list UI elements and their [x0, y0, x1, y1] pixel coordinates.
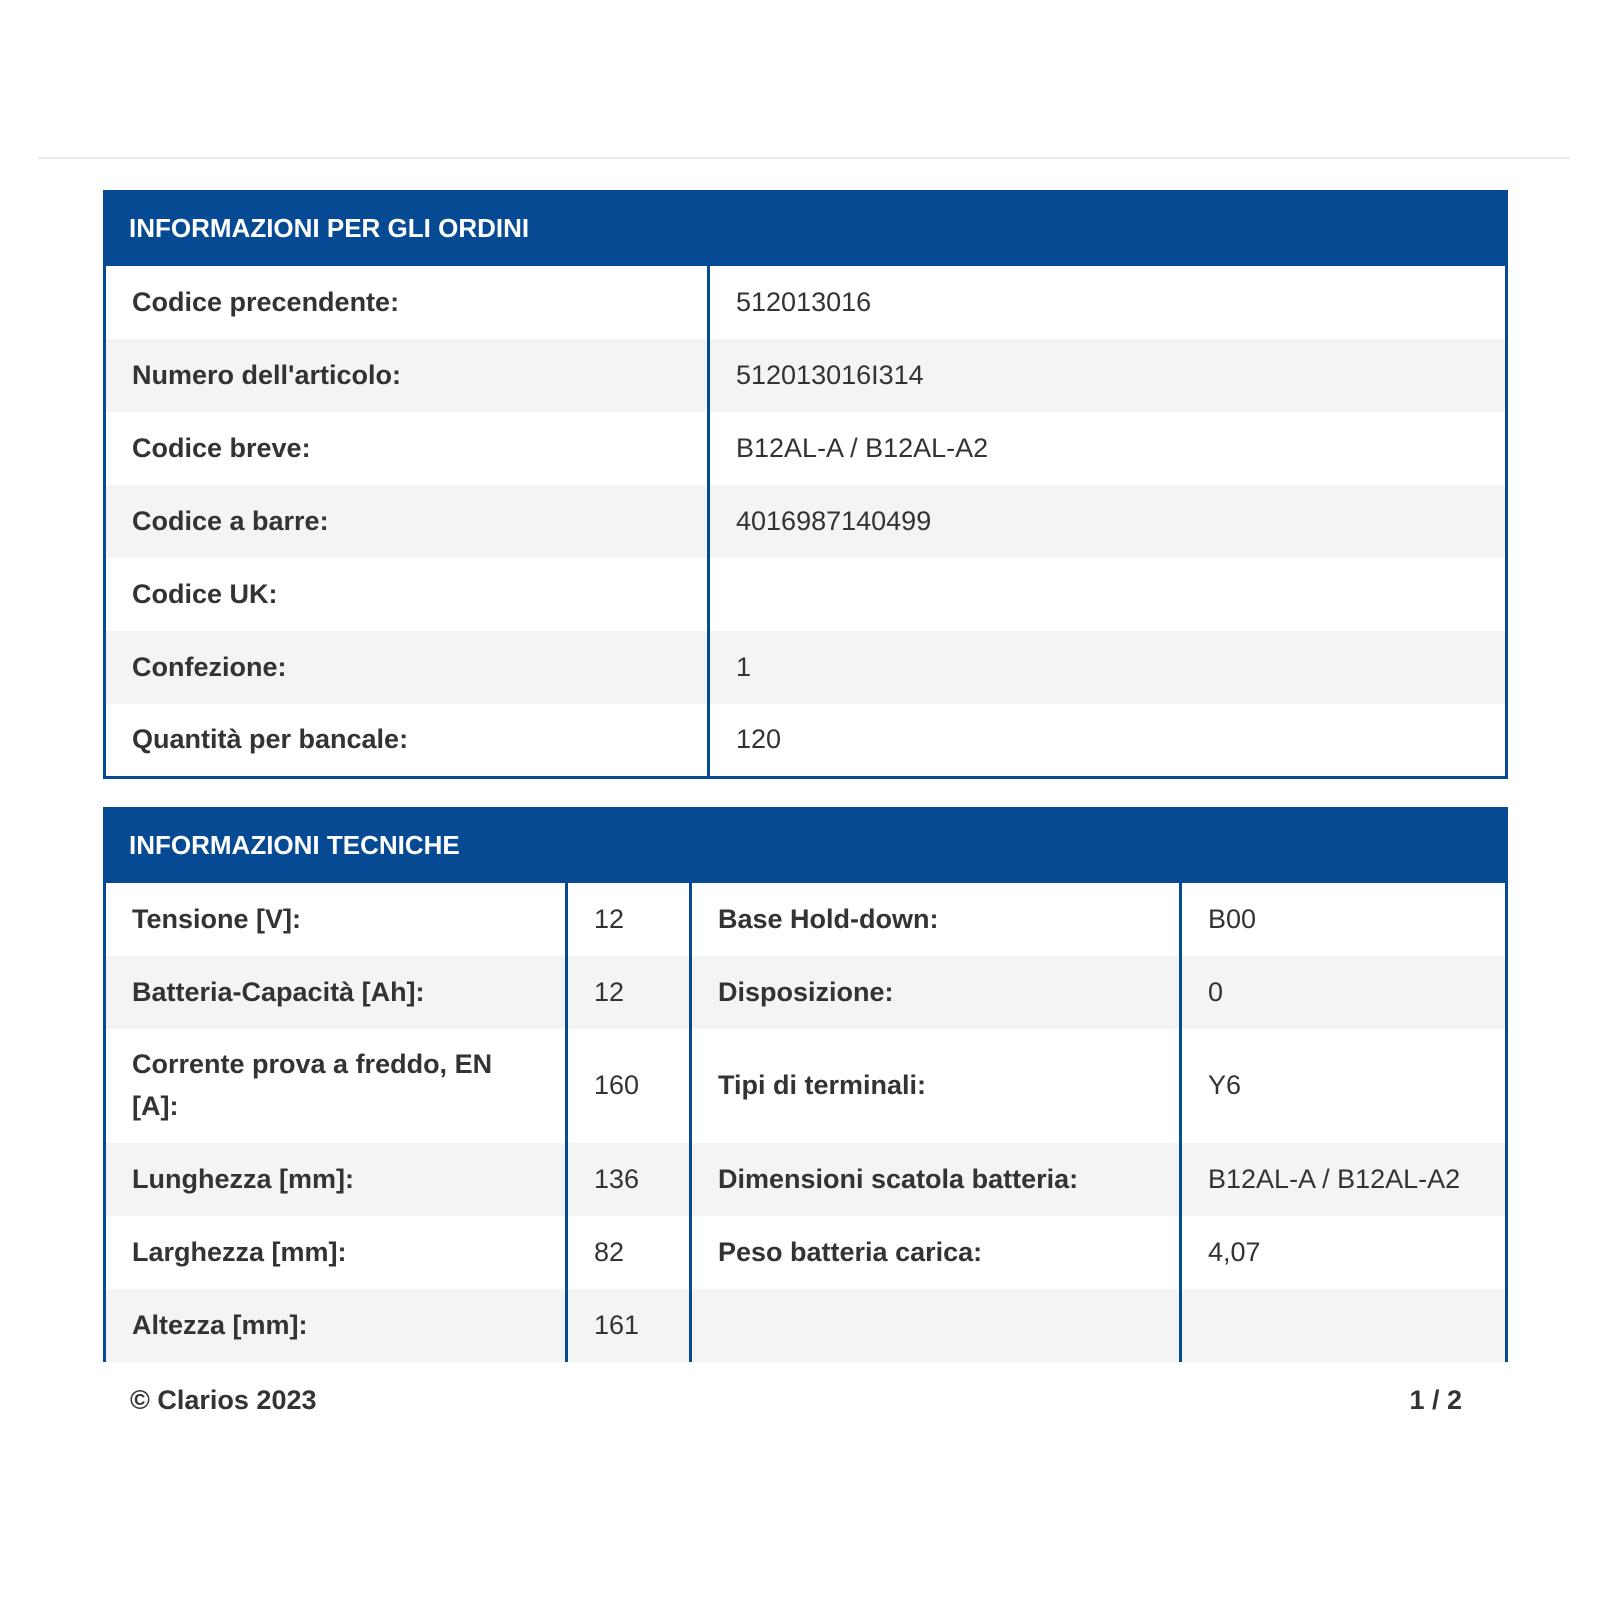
row-label: Dimensioni scatola batteria:: [691, 1143, 1181, 1216]
table-row: [105, 485, 1507, 558]
top-divider: [38, 157, 1570, 159]
table-row: [105, 266, 1507, 339]
row-value: B00: [1181, 883, 1507, 956]
row-label: Tipi di terminali:: [691, 1029, 1181, 1143]
table-row: [105, 631, 1507, 704]
row-value: 82: [567, 1216, 691, 1289]
table-row: [105, 558, 1507, 631]
row-label: Codice UK:: [105, 558, 709, 631]
row-value: 512013016I314: [709, 339, 1507, 412]
row-value: 1: [709, 631, 1507, 704]
row-value: 12: [567, 883, 691, 956]
order-info-table: [103, 266, 1508, 779]
copyright-text: © Clarios 2023: [130, 1385, 317, 1415]
table-row: [105, 1143, 1507, 1216]
row-value: 136: [567, 1143, 691, 1216]
row-label: Tensione [V]:: [105, 883, 567, 956]
row-label: Peso batteria carica:: [691, 1216, 1181, 1289]
table-row: [105, 1216, 1507, 1289]
row-label: Base Hold-down:: [691, 883, 1181, 956]
table-row: [105, 883, 1507, 956]
row-value: Y6: [1181, 1029, 1507, 1143]
row-value: 120: [709, 704, 1507, 777]
row-value: [709, 558, 1507, 631]
row-label: Confezione:: [105, 631, 709, 704]
row-label: Disposizione:: [691, 956, 1181, 1029]
row-value: 160: [567, 1029, 691, 1143]
row-label: Quantità per bancale:: [105, 704, 709, 777]
row-label: [691, 1289, 1181, 1362]
row-label: Altezza [mm]:: [105, 1289, 567, 1362]
tech-info-table: [103, 883, 1508, 1362]
tech-info-panel: [103, 807, 1508, 1362]
row-label: Numero dell'articolo:: [105, 339, 709, 412]
table-row: [105, 339, 1507, 412]
row-value: 4,07: [1181, 1216, 1507, 1289]
table-row: [105, 704, 1507, 777]
row-value: 4016987140499: [709, 485, 1507, 558]
row-label: Codice a barre:: [105, 485, 709, 558]
order-info-title: INFORMAZIONI PER GLI ORDINI: [103, 190, 1508, 266]
page-number: 1 / 2: [1409, 1385, 1462, 1415]
table-row: [105, 412, 1507, 485]
table-row: [105, 1029, 1507, 1143]
row-label: Batteria-Capacità [Ah]:: [105, 956, 567, 1029]
row-label: Codice precendente:: [105, 266, 709, 339]
row-value: 512013016: [709, 266, 1507, 339]
row-value: B12AL-A / B12AL-A2: [709, 412, 1507, 485]
table-row: [105, 1289, 1507, 1362]
row-label: Larghezza [mm]:: [105, 1216, 567, 1289]
row-label: Corrente prova a freddo, EN [A]:: [105, 1029, 567, 1143]
order-info-panel: [103, 190, 1508, 779]
row-value: B12AL-A / B12AL-A2: [1181, 1143, 1507, 1216]
row-value: 0: [1181, 956, 1507, 1029]
row-value: 12: [567, 956, 691, 1029]
tech-info-title: INFORMAZIONI TECNICHE: [103, 807, 1508, 883]
row-label: Codice breve:: [105, 412, 709, 485]
table-row: [105, 956, 1507, 1029]
row-value: 161: [567, 1289, 691, 1362]
row-label: Lunghezza [mm]:: [105, 1143, 567, 1216]
row-value: [1181, 1289, 1507, 1362]
